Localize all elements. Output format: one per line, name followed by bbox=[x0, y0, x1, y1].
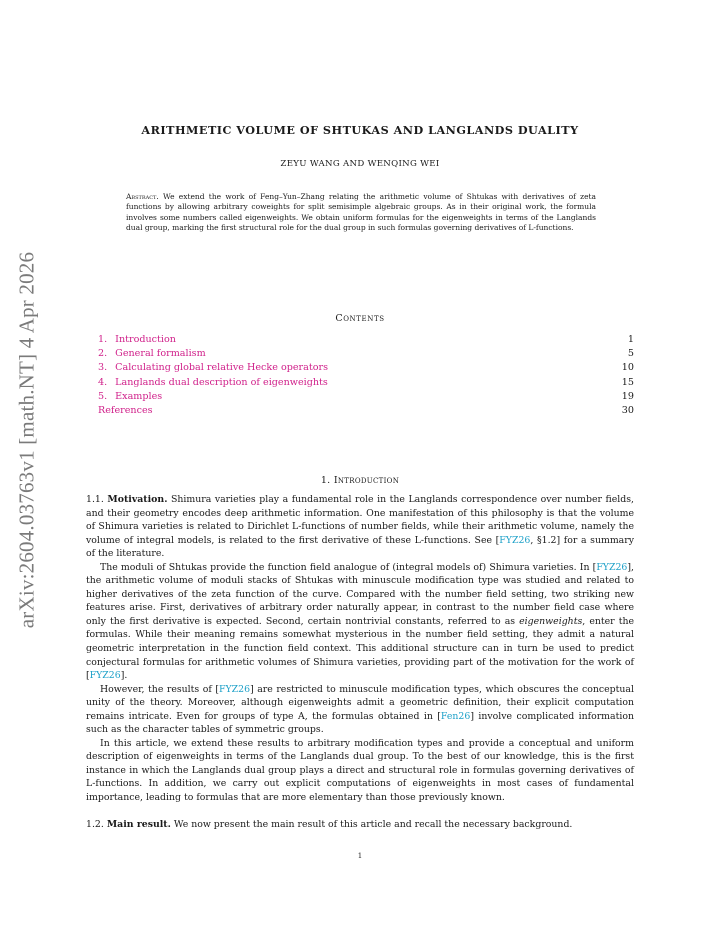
toc-item-langlands-dual[interactable] bbox=[98, 376, 634, 390]
toc-item-introduction[interactable] bbox=[98, 333, 634, 347]
toc-link[interactable]: 2. General formalism bbox=[98, 348, 206, 360]
paragraph-motivation: 1.1. Motivation. Shimura varieties play a fundamental role in the Langlands correspondence over number fields, and their geometry encodes deep arithmetic information. One manifestation of this philosophy is that the volume of Shimura varieties is related to Dirichlet L-functions of number fields, while their arithmetic volume, namely the volume of integral models, is related to the first derivative of these L-functions. See [FYZ26, §1.2] for a summary of the literature. bbox=[86, 494, 635, 560]
toc-page: 1 bbox=[627, 334, 634, 345]
body-text bbox=[86, 493, 634, 832]
toc-link[interactable]: 1. Introduction bbox=[98, 334, 176, 345]
abstract-label: Abstract. bbox=[126, 192, 159, 201]
section-heading: 1. Introduction bbox=[320, 475, 400, 486]
toc-page: 30 bbox=[621, 404, 634, 416]
abstract bbox=[126, 192, 596, 233]
paragraph-this-article: In this article, we extend these results to arbitrary modification types and provide a conceptual and uniform description of eigenweights in terms of the Langlands dual group. To the best of our knowledge, this is the first instance in which the Langlands dual group plays a direct and structural role in formulas governing derivatives of L-functions. In addition, we carry out explicit computations of eigenweights in most cases of fundamental importance, leading to formulas that are more elementary than those previously known. bbox=[86, 737, 634, 804]
toc-page: 10 bbox=[621, 362, 634, 374]
citation-link[interactable]: Fen26 bbox=[440, 710, 471, 722]
citation-link[interactable]: FYZ26 bbox=[596, 561, 628, 573]
toc-link[interactable]: 5. Examples bbox=[98, 390, 163, 402]
subsection-title: Main result. bbox=[106, 819, 171, 831]
toc-item-general-formalism[interactable] bbox=[98, 347, 634, 361]
paragraph-limitations: However, the results of [FYZ26] are restricted to minuscule modification types, which obscures the conceptual unity of the theory. Moreover, although eigenweights admit a geometric definition, their explicit computation remains intricate. Even for groups of type A, the formulas obtained in [Fen26] involve complicated information such as the character tables of symmetric groups. bbox=[86, 683, 634, 736]
toc-item-references[interactable] bbox=[98, 404, 634, 418]
subsection-title: Motivation. bbox=[107, 494, 168, 505]
toc-link[interactable]: 3. Calculating global relative Hecke operators bbox=[98, 362, 329, 374]
contents-heading: Contents bbox=[335, 313, 385, 324]
emphasis: eigenweights bbox=[519, 615, 583, 627]
page-number: 1 bbox=[357, 852, 363, 860]
citation-link[interactable]: FYZ26 bbox=[499, 534, 531, 546]
table-of-contents bbox=[98, 333, 634, 418]
toc-page: 15 bbox=[621, 376, 634, 388]
paper-authors: ZEYU WANG AND WENQING WEI bbox=[280, 159, 440, 169]
toc-item-hecke-operators[interactable] bbox=[98, 361, 634, 375]
toc-page: 19 bbox=[621, 390, 634, 402]
arxiv-watermark bbox=[14, 205, 40, 675]
citation-link[interactable]: FYZ26 bbox=[219, 683, 251, 695]
subsection-number: 1.1. bbox=[86, 494, 104, 505]
paper-title: ARITHMETIC VOLUME OF SHTUKAS AND LANGLANDS DUALITY bbox=[141, 123, 579, 137]
toc-link[interactable]: 4. Langlands dual description of eigenweights bbox=[98, 376, 328, 388]
toc-item-examples[interactable] bbox=[98, 390, 634, 404]
subsection-number: 1.2. bbox=[86, 819, 104, 831]
abstract-text: We extend the work of Feng–Yun–Zhang relating the arithmetic volume of Shtukas with derivatives of zeta functions by allowing arbitrary coweights for split semisimple algebraic groups. As in their original work, the formula involves some numbers called eigenweights. We obtain uniform formulas for the eigenweights in terms of the Langlands dual group, marking the first structural role for the dual group in such formulas governing derivatives of L-functions. bbox=[126, 192, 596, 232]
paragraph-shtukas: The moduli of Shtukas provide the function field analogue of (integral models of) Shimura varieties. In [FYZ26], the arithmetic volume of moduli stacks of Shtukas with minuscule modification type was studied and related to higher derivatives of the zeta function of the curve. Compared with the number field setting, two striking new features arise. First, derivatives of arbitrary order naturally appear, in contrast to the number field case where only the first derivative is expected. Second, certain nontrivial constants, referred to as eigenweights, enter the formulas. While their meaning remains somewhat mysterious in the number field setting, they admit a natural geometric interpretation in the function field context. This additional structure can in turn be used to predict conjectural formulas for arithmetic volumes of Shimura varieties, providing part of the motivation for the work of [FYZ26]. bbox=[86, 561, 634, 682]
citation-link[interactable]: FYZ26 bbox=[89, 670, 121, 682]
paragraph-main-result: 1.2. Main result. We now present the main result of this article and recall the necessary background. bbox=[86, 819, 573, 831]
toc-link[interactable]: References bbox=[98, 404, 153, 416]
arxiv-id: arXiv:2604.03763v1 [math.NT] 4 Apr 2026 bbox=[14, 251, 39, 629]
toc-page: 5 bbox=[627, 348, 634, 360]
